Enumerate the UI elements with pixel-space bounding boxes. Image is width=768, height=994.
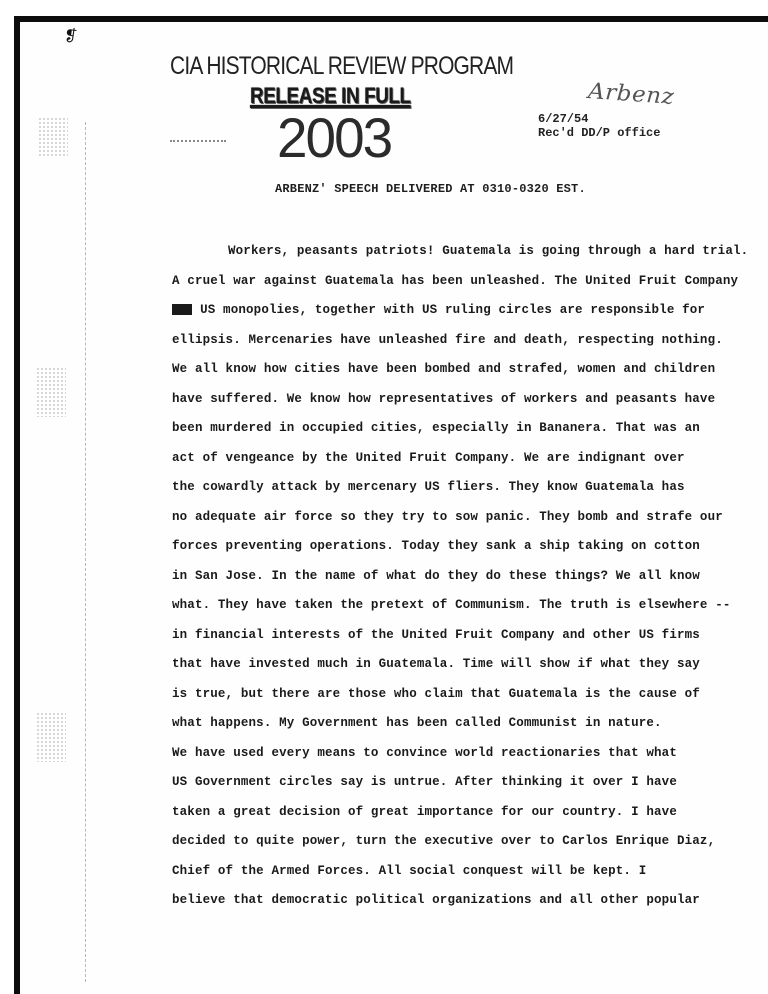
body-line: decided to quite power, turn the executive over to Carlos Enrique Diaz,	[172, 834, 716, 848]
review-program-stamp: CIA HISTORICAL REVIEW PROGRAM	[170, 52, 514, 80]
body-line: the cowardly attack by mercenary US fliers. They know Guatemala has	[172, 480, 685, 494]
body-line: have suffered. We know how representatives of workers and peasants have	[172, 391, 716, 406]
body-line: in financial interests of the United Fruit Company and other US firms	[172, 627, 700, 642]
release-stamp: RELEASE IN FULL	[250, 83, 411, 108]
body-line: in San Jose. In the name of what do they do these things? We all know	[172, 568, 700, 583]
margin-rule	[85, 122, 86, 982]
received-block	[538, 112, 660, 140]
body-line	[172, 296, 762, 326]
body-line: A cruel war against Guatemala has been unleashed. The United Fruit Company	[172, 273, 739, 288]
body-line: We all know how cities have been bombed and strafed, women and children	[172, 362, 716, 376]
body-line: been murdered in occupied cities, especially in Bananera. That was an	[172, 421, 700, 435]
handwritten-annotation: Arbenz	[587, 79, 676, 110]
corner-mark-icon: ❡	[62, 25, 79, 46]
body-line: what. They have taken the pretext of Communism. The truth is elsewhere --	[172, 598, 731, 612]
struck-out-word: xxx	[173, 303, 192, 315]
release-year-stamp: 2003	[277, 106, 392, 169]
body-line: forces preventing operations. Today they sank a ship taking on cotton	[172, 539, 700, 553]
scan-noise	[38, 117, 68, 157]
body-line: what happens. My Government has been called Communist in nature.	[172, 716, 662, 730]
document-heading: ARBENZ' SPEECH DELIVERED AT 0310-0320 EST.	[275, 182, 586, 196]
body-line: that have invested much in Guatemala. Time will show if what they say	[172, 657, 700, 671]
body-line: taken a great decision of great importance for our country. I have	[172, 804, 677, 819]
body-line: Workers, peasants patriots! Guatemala is going through a hard trial.	[228, 244, 749, 258]
scan-noise	[36, 367, 66, 417]
speech-body	[172, 237, 762, 916]
scan-noise	[36, 712, 66, 762]
document-page	[20, 22, 768, 994]
body-line: no adequate air force so they try to sow panic. They bomb and strafe our	[172, 509, 723, 524]
body-line: ellipsis. Mercenaries have unleashed fire and death, respecting nothing.	[172, 332, 723, 347]
body-line: We have used every means to convince world reactionaries that what	[172, 745, 677, 760]
received-office: Rec'd DD/P office	[538, 126, 661, 140]
body-line: act of vengeance by the United Fruit Company. We are indignant over	[172, 450, 685, 465]
body-line: believe that democratic political organizations and all other popular	[172, 893, 700, 907]
body-line-text: US monopolies, together with US ruling circles are responsible for	[192, 303, 706, 317]
body-line: is true, but there are those who claim that Guatemala is the cause of	[172, 686, 700, 701]
body-line: US Government circles say is untrue. After thinking it over I have	[172, 775, 677, 789]
body-line: Chief of the Armed Forces. All social conquest will be kept. I	[172, 863, 647, 878]
stamp-smudge	[170, 134, 226, 142]
received-date: 6/27/54	[538, 112, 589, 126]
